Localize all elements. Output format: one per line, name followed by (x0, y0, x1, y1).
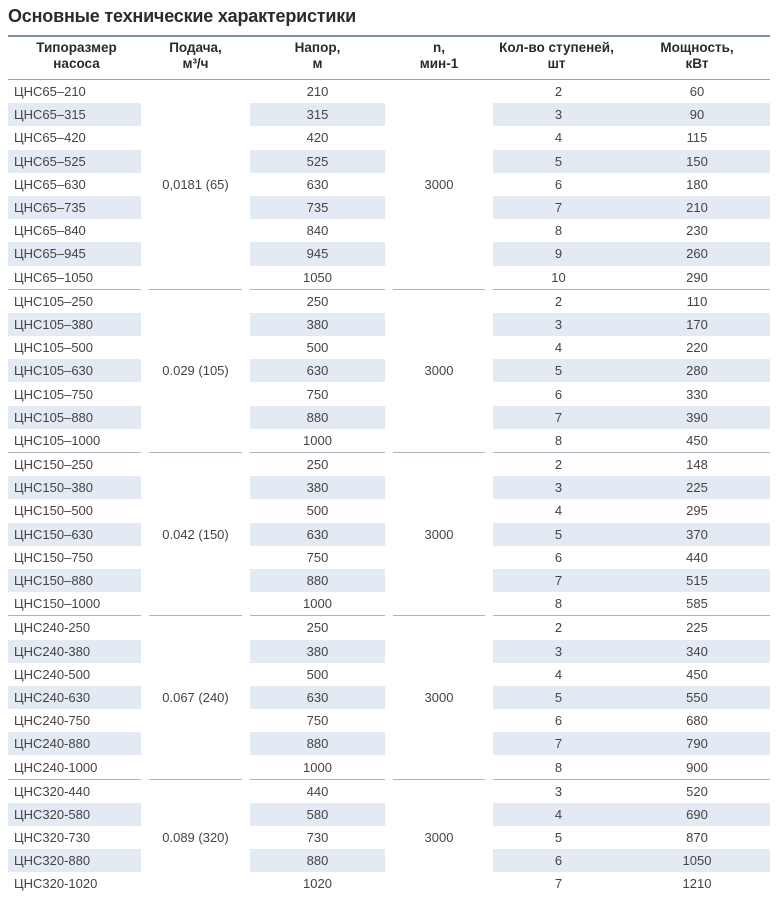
head-cell: 440 (246, 779, 389, 803)
stages-cell: 2 (489, 80, 624, 103)
pump-size-cell: ЦНС105–250 (8, 289, 145, 313)
pump-size-cell: ЦНС65–840 (8, 219, 145, 242)
power-cell: 1210 (682, 876, 712, 892)
stages-cell: 7 (489, 196, 624, 219)
page-title: Основные технические характеристики (8, 6, 356, 26)
head-cell: 880 (246, 849, 389, 872)
stages-cell: 7 (489, 872, 624, 895)
power-cell: 450 (686, 432, 708, 448)
header-line1: Кол-во ступеней, (499, 40, 614, 55)
pump-size-cell: ЦНС240-250 (8, 616, 145, 640)
head-cell: 250 (246, 616, 389, 640)
head-cell: 420 (246, 126, 389, 149)
power-cell: 550 (624, 686, 770, 709)
table-row (8, 453, 770, 477)
head-cell: 1020 (246, 872, 389, 895)
power-cell: 440 (686, 549, 708, 565)
pump-size-cell: ЦНС65–420 (8, 126, 145, 149)
flow-cell: 0.067 (240) (145, 616, 246, 779)
power-cell: 790 (624, 732, 770, 755)
pump-size-cell: ЦНС150–630 (8, 523, 145, 546)
power-cell: 690 (624, 803, 770, 826)
power-cell: 585 (686, 596, 708, 612)
power-cell: 225 (624, 476, 770, 499)
pump-size-cell: ЦНС65–1050 (8, 266, 145, 290)
pump-size-cell: ЦНС105–1000 (8, 429, 145, 453)
pump-size-cell: ЦНС150–880 (8, 569, 145, 592)
power-cell: 220 (686, 340, 708, 356)
stages-cell: 4 (489, 803, 624, 826)
head-cell: 840 (246, 219, 389, 242)
head-cell: 750 (246, 382, 389, 405)
header-line2: м³/ч (182, 56, 209, 71)
header-line2: мин-1 (419, 56, 459, 71)
stages-cell: 5 (489, 826, 624, 849)
stages-cell: 7 (489, 406, 624, 429)
stages-cell: 5 (489, 686, 624, 709)
header-line1: n, (433, 40, 445, 55)
pump-size-cell: ЦНС320-880 (8, 849, 145, 872)
power-cell: 520 (624, 779, 770, 803)
header-power (624, 40, 770, 72)
power-cell: 225 (624, 616, 770, 640)
flow-cell: 0.029 (105) (145, 289, 246, 452)
stages-cell: 9 (489, 242, 624, 265)
head-cell: 735 (246, 196, 389, 219)
stages-cell: 4 (489, 336, 624, 359)
stages-cell: 2 (489, 289, 624, 313)
power-cell: 900 (686, 759, 708, 775)
stages-cell: 8 (489, 755, 624, 779)
power-cell: 515 (624, 569, 770, 592)
power-cell: 340 (624, 640, 770, 663)
stages-cell: 4 (489, 663, 624, 686)
pump-size-cell: ЦНС65–210 (8, 80, 145, 103)
head-cell: 500 (246, 499, 389, 522)
pump-size-cell: ЦНС65–525 (8, 150, 145, 173)
stages-cell: 6 (489, 849, 624, 872)
pump-size-cell: ЦНС320-730 (8, 826, 145, 849)
stages-cell: 4 (489, 499, 624, 522)
stages-cell: 3 (489, 640, 624, 663)
pump-size-cell: ЦНС65–315 (8, 103, 145, 126)
stages-cell: 5 (489, 523, 624, 546)
pump-size-cell: ЦНС65–630 (8, 173, 145, 196)
head-cell: 750 (246, 709, 389, 732)
head-cell: 380 (246, 313, 389, 336)
pump-size-cell: ЦНС150–380 (8, 476, 145, 499)
stages-cell: 2 (489, 453, 624, 477)
stages-cell: 4 (489, 126, 624, 149)
pump-size-cell: ЦНС240-880 (8, 732, 145, 755)
head-cell: 250 (246, 289, 389, 313)
power-cell: 680 (686, 713, 708, 729)
header-flow (145, 40, 246, 72)
header-line1: Подача, (169, 40, 222, 55)
header-line2: кВт (685, 56, 709, 71)
stages-cell: 7 (489, 569, 624, 592)
header-line1: Напор, (294, 40, 341, 55)
power-cell: 1050 (624, 849, 770, 872)
rpm-cell: 3000 (389, 289, 489, 452)
power-cell: 60 (689, 84, 705, 100)
pump-size-cell: ЦНС320-580 (8, 803, 145, 826)
table-row (8, 616, 770, 640)
head-cell: 525 (246, 150, 389, 173)
head-cell: 945 (246, 242, 389, 265)
power-cell: 280 (624, 359, 770, 382)
header-line2: насоса (53, 56, 100, 71)
header-rpm (389, 40, 489, 72)
header-pump-size (8, 40, 145, 72)
power-cell: 148 (624, 453, 770, 477)
spec-table (8, 80, 770, 896)
head-cell: 1000 (246, 429, 389, 453)
flow-cell: 0.042 (150) (145, 453, 246, 616)
pump-size-cell: ЦНС240-750 (8, 709, 145, 732)
power-cell: 870 (686, 830, 708, 846)
power-cell: 290 (686, 269, 708, 285)
stages-cell: 5 (489, 359, 624, 382)
table-row (8, 289, 770, 313)
table-row (8, 779, 770, 803)
stages-cell: 10 (489, 266, 624, 290)
title-rule (8, 35, 770, 37)
head-cell: 630 (246, 173, 389, 196)
power-cell: 330 (686, 386, 708, 402)
pump-size-cell: ЦНС240-380 (8, 640, 145, 663)
pump-size-cell: ЦНС150–1000 (8, 592, 145, 616)
stages-cell: 2 (489, 616, 624, 640)
head-cell: 730 (246, 826, 389, 849)
power-cell: 260 (624, 242, 770, 265)
head-cell: 380 (246, 640, 389, 663)
head-cell: 630 (246, 359, 389, 382)
rpm-cell: 3000 (389, 453, 489, 616)
rpm-cell: 3000 (389, 80, 489, 289)
power-cell: 150 (624, 150, 770, 173)
pump-size-cell: ЦНС150–250 (8, 453, 145, 477)
head-cell: 380 (246, 476, 389, 499)
pump-size-cell: ЦНС105–500 (8, 336, 145, 359)
stages-cell: 6 (489, 382, 624, 405)
stages-cell: 5 (489, 150, 624, 173)
power-cell: 115 (686, 130, 708, 146)
header-line1: Мощность, (660, 40, 734, 55)
pump-size-cell: ЦНС65–735 (8, 196, 145, 219)
head-cell: 210 (246, 80, 389, 103)
header-line2: шт (547, 56, 566, 71)
stages-cell: 3 (489, 313, 624, 336)
stages-cell: 6 (489, 173, 624, 196)
pump-size-cell: ЦНС240-1000 (8, 755, 145, 779)
power-cell: 110 (624, 289, 770, 313)
stages-cell: 3 (489, 103, 624, 126)
pump-size-cell: ЦНС105–880 (8, 406, 145, 429)
flow-cell: 0.089 (320) (145, 779, 246, 895)
power-cell: 390 (624, 406, 770, 429)
header-head (246, 40, 389, 72)
power-cell: 370 (624, 523, 770, 546)
stages-cell: 6 (489, 709, 624, 732)
head-cell: 580 (246, 803, 389, 826)
header-line2: м (312, 56, 323, 71)
stages-cell: 3 (489, 476, 624, 499)
power-cell: 210 (624, 196, 770, 219)
stages-cell: 8 (489, 219, 624, 242)
head-cell: 1000 (246, 755, 389, 779)
pump-size-cell: ЦНС150–750 (8, 546, 145, 569)
power-cell: 450 (686, 666, 708, 682)
stages-cell: 8 (489, 592, 624, 616)
stages-cell: 3 (489, 779, 624, 803)
stages-cell: 7 (489, 732, 624, 755)
head-cell: 1000 (246, 592, 389, 616)
rpm-cell: 3000 (389, 616, 489, 779)
head-cell: 315 (246, 103, 389, 126)
head-cell: 750 (246, 546, 389, 569)
pump-size-cell: ЦНС65–945 (8, 242, 145, 265)
power-cell: 230 (686, 223, 708, 239)
head-cell: 630 (246, 523, 389, 546)
header-stages (489, 40, 624, 72)
flow-cell: 0,0181 (65) (145, 80, 246, 289)
head-cell: 880 (246, 569, 389, 592)
head-cell: 880 (246, 406, 389, 429)
header-line1: Типоразмер (36, 40, 117, 55)
head-cell: 500 (246, 336, 389, 359)
pump-size-cell: ЦНС320-1020 (8, 872, 145, 895)
pump-size-cell: ЦНС240-630 (8, 686, 145, 709)
head-cell: 500 (246, 663, 389, 686)
head-cell: 880 (246, 732, 389, 755)
stages-cell: 6 (489, 546, 624, 569)
power-cell: 295 (686, 503, 708, 519)
pump-size-cell: ЦНС320-440 (8, 779, 145, 803)
head-cell: 250 (246, 453, 389, 477)
pump-size-cell: ЦНС105–750 (8, 382, 145, 405)
table-row (8, 80, 770, 103)
power-cell: 90 (624, 103, 770, 126)
head-cell: 1050 (246, 266, 389, 290)
stages-cell: 8 (489, 429, 624, 453)
pump-size-cell: ЦНС240-500 (8, 663, 145, 686)
pump-size-cell: ЦНС150–500 (8, 499, 145, 522)
head-cell: 630 (246, 686, 389, 709)
power-cell: 170 (624, 313, 770, 336)
power-cell: 180 (686, 176, 708, 192)
pump-size-cell: ЦНС105–630 (8, 359, 145, 382)
rpm-cell: 3000 (389, 779, 489, 895)
spec-table-body (8, 80, 770, 896)
pump-size-cell: ЦНС105–380 (8, 313, 145, 336)
